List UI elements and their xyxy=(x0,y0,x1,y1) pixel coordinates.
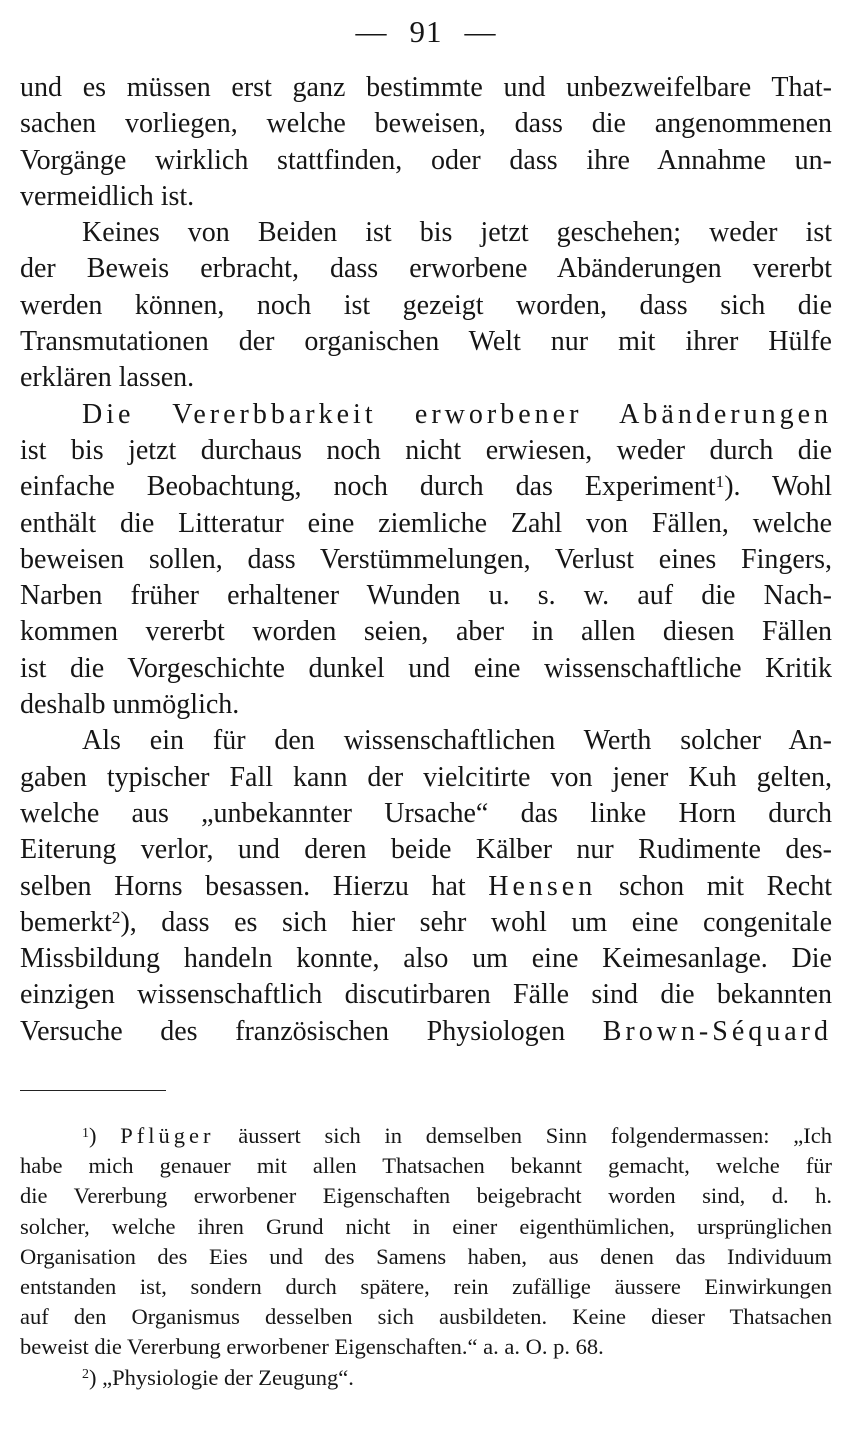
text-line xyxy=(20,469,832,505)
text-line: erklären lassen. xyxy=(20,362,195,394)
text-line: kommen vererbt worden seien, aber in allen diesen Fällen xyxy=(20,616,832,648)
text-span: Versuche des französischen Physiologen xyxy=(20,1015,603,1047)
footnote-1 xyxy=(20,1121,832,1363)
text-span: äussert sich in demselben Sinn folgendermassen: „Ich xyxy=(214,1123,832,1148)
text-line: ist bis jetzt durchaus noch nicht erwiesen, weder durch die xyxy=(20,434,832,466)
text-line xyxy=(20,869,832,905)
footnote-line xyxy=(20,1363,832,1393)
footnote-2 xyxy=(20,1363,832,1393)
text-line: sachen vorliegen, welche beweisen, dass die angenommenen xyxy=(20,108,832,140)
footnote-ref-1: 1 xyxy=(715,472,725,492)
text-line: welche aus „unbekannter Ursache“ das linke Horn durch xyxy=(20,797,832,829)
text-span: bemerkt xyxy=(20,906,112,938)
text-line: Vorgänge wirklich stattfinden, oder dass ihre Annahme un- xyxy=(20,144,832,176)
footnote-line: entstanden ist, sondern durch spätere, rein zufällige äussere Einwirkungen xyxy=(20,1274,832,1300)
header-dash-left: — xyxy=(355,14,388,49)
header-dash-right: — xyxy=(464,14,497,49)
text-span: ) „Physiologie der Zeugung“. xyxy=(88,1364,354,1390)
paragraph-2 xyxy=(20,215,832,396)
text-line: Eiterung verlor, und deren beide Kälber nur Rudimente des- xyxy=(20,834,832,866)
text-span: schon mit Recht xyxy=(596,870,832,902)
text-line: Transmutationen der organischen Welt nur mit ihrer Hülfe xyxy=(20,326,832,358)
book-page xyxy=(20,0,832,1450)
text-line: ist die Vorgeschichte dunkel und eine wissenschaftliche Kritik xyxy=(20,652,832,684)
text-span: ). Wohl xyxy=(724,471,832,503)
author-name-hensen: Hensen xyxy=(488,870,597,902)
author-name-pflueger: Pflüger xyxy=(120,1123,215,1148)
text-span: einfache Beobachtung, noch durch das Experiment xyxy=(20,471,716,503)
text-line: Als ein für den wissenschaftlichen Werth solcher An- xyxy=(82,725,832,757)
footnote-line: beweist die Vererbung erworbener Eigenschaften.“ a. a. O. p. 68. xyxy=(20,1334,604,1360)
text-line: beweisen sollen, dass Verstümmelungen, Verlust eines Fingers, xyxy=(20,543,832,575)
text-line xyxy=(20,1014,832,1050)
footnote-line: Organisation des Eies und des Samens haben, aus denen das Individuum xyxy=(20,1243,832,1269)
text-line: und es müssen erst ganz bestimmte und unbezweifelbare That- xyxy=(20,72,832,103)
footnotes xyxy=(20,1121,832,1393)
text-span: ), dass es sich hier sehr wohl um eine congenitale xyxy=(120,906,832,938)
text-line: gaben typischer Fall kann der vielcitirte von jener Kuh gelten, xyxy=(20,761,832,793)
emphasized-heading-line: Die Vererbbarkeit erworbener Abänderungen xyxy=(82,398,832,430)
text-line xyxy=(20,905,832,941)
text-line: der Beweis erbracht, dass erworbene Abänderungen vererbt xyxy=(20,253,832,285)
footnote-line: auf den Organismus desselben sich ausbildeten. Keine dieser Thatsachen xyxy=(20,1304,832,1330)
footnote-line: solcher, welche ihren Grund nicht in einer eigenthümlichen, ursprünglichen xyxy=(20,1213,832,1239)
footnote-line: $^1$) Pflüger äussert sich in demselben Sinn folgendermassen: „Ich xyxy=(82,1123,832,1148)
text-line: enthält die Litteratur eine ziemliche Zahl von Fällen, welche xyxy=(20,507,832,539)
footnote-marker-2: 2 xyxy=(82,1367,89,1383)
text-line: einzigen wissenschaftlich discutirbaren Fälle sind die bekannten xyxy=(20,979,832,1011)
text-line: Missbildung handeln konnte, also um eine Keimesanlage. Die xyxy=(20,943,832,975)
footnote-line: habe mich genauer mit allen Thatsachen bekannt gemacht, welche für xyxy=(20,1153,832,1179)
main-text xyxy=(20,70,832,1050)
footnote-divider xyxy=(20,1090,166,1091)
text-line: vermeidlich ist. xyxy=(20,180,195,212)
text-span: selben Horns besassen. Hierzu hat xyxy=(20,870,489,902)
footnote-marker-1: 1 xyxy=(82,1125,89,1141)
text-line: Keines von Beiden ist bis jetzt geschehen; weder ist xyxy=(82,217,832,249)
page-header xyxy=(20,14,832,50)
footnote-ref-2: 2 xyxy=(111,908,121,928)
text-line: werden können, noch ist gezeigt worden, dass sich die xyxy=(20,289,832,321)
page-number: 91 xyxy=(409,14,443,49)
text-line: Narben früher erhaltener Wunden u. s. w. auf die Nach- xyxy=(20,580,832,612)
text-line: deshalb unmöglich. xyxy=(20,689,240,721)
paragraph-1 xyxy=(20,70,832,215)
author-name-brown-sequard: Brown-Séquard xyxy=(602,1015,832,1047)
footnote-line: die Vererbung erworbener Eigenschaften beigebracht worden sind, d. h. xyxy=(20,1183,832,1209)
paragraph-3 xyxy=(20,397,832,724)
paragraph-4 xyxy=(20,723,832,1050)
